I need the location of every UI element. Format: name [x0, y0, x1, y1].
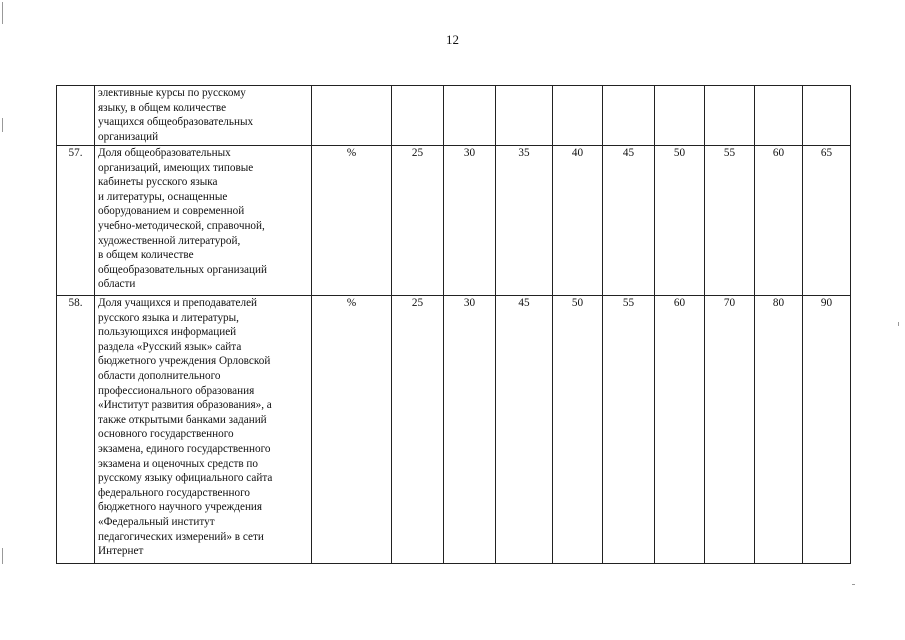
- scan-artifact: [852, 584, 855, 585]
- scan-artifact: [2, 2, 3, 24]
- row-description: элективные курсы по русскому языку, в общем количестве учащихся общеобразовательных организаций: [95, 86, 312, 146]
- value-cell: 30: [444, 146, 496, 296]
- value-cell: [392, 86, 444, 146]
- scan-artifact: [2, 118, 3, 132]
- value-cell: 30: [444, 296, 496, 564]
- row-number: [57, 86, 95, 146]
- table-row: [57, 146, 851, 296]
- row-description: Доля учащихся и преподавателей русского языка и литературы, пользующихся информацией раздела «Русский язык» сайта бюджетного учреждения Орловской области дополнительного профессионального образования «Институт развития образования», а также открытыми банками заданий основного государственного экзамена, единого государственного экзамена и оценочных средств по русскому языку официального сайта федерального государственного бюджетного научного учреждения «Федеральный институт педагогических измерений» в сети Интернет: [95, 296, 312, 564]
- table-row: [57, 86, 851, 146]
- indicator-table: [56, 85, 851, 564]
- row-number: 58.: [57, 296, 95, 564]
- value-cell: 55: [603, 296, 655, 564]
- value-cell: [755, 86, 803, 146]
- value-cell: 45: [496, 296, 553, 564]
- scan-artifact: [898, 322, 899, 326]
- value-cell: [803, 86, 851, 146]
- value-cell: 50: [553, 296, 603, 564]
- value-cell: 45: [603, 146, 655, 296]
- value-cell: 60: [655, 296, 705, 564]
- value-cell: [496, 86, 553, 146]
- row-number: 57.: [57, 146, 95, 296]
- value-cell: 50: [655, 146, 705, 296]
- value-cell: [603, 86, 655, 146]
- row-unit: [312, 86, 392, 146]
- value-cell: 80: [755, 296, 803, 564]
- value-cell: [705, 86, 755, 146]
- scan-artifact: [2, 548, 3, 564]
- value-cell: 65: [803, 146, 851, 296]
- row-description: Доля общеобразовательных организаций, имеющих типовые кабинеты русского языка и литературы, оснащенные оборудованием и современной учебно-методической, справочной, художественной литературой, в общем количестве общеобразовательных организаций области: [95, 146, 312, 296]
- value-cell: 55: [705, 146, 755, 296]
- value-cell: 90: [803, 296, 851, 564]
- value-cell: 60: [755, 146, 803, 296]
- value-cell: 70: [705, 296, 755, 564]
- value-cell: 25: [392, 296, 444, 564]
- table-row: [57, 296, 851, 564]
- value-cell: 25: [392, 146, 444, 296]
- value-cell: [553, 86, 603, 146]
- value-cell: 40: [553, 146, 603, 296]
- value-cell: 35: [496, 146, 553, 296]
- value-cell: [444, 86, 496, 146]
- row-unit: %: [312, 296, 392, 564]
- page-number: 12: [446, 32, 459, 47]
- value-cell: [655, 86, 705, 146]
- row-unit: %: [312, 146, 392, 296]
